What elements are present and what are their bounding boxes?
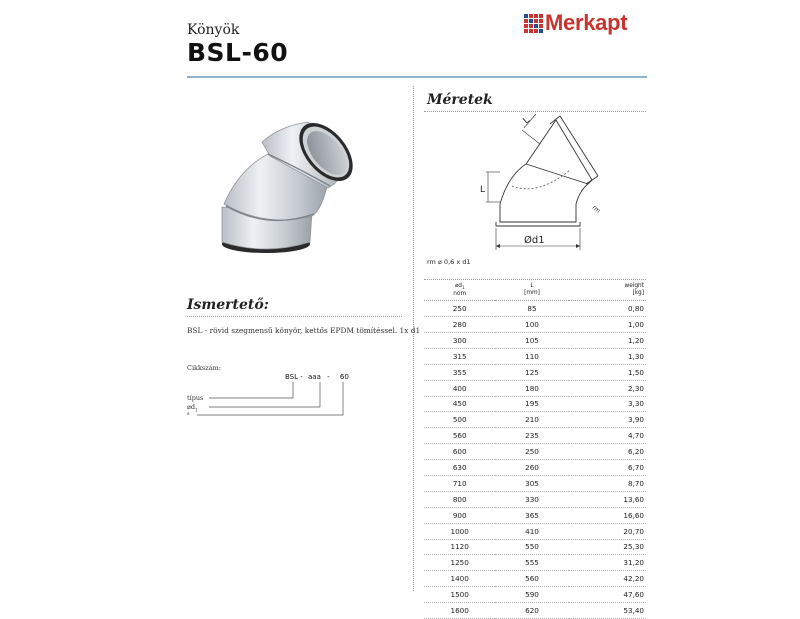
table-row xyxy=(424,332,646,348)
cell-diameter: 630 xyxy=(424,460,495,476)
cell-length: 550 xyxy=(495,539,568,555)
cell-diameter: 250 xyxy=(424,301,495,317)
header-divider xyxy=(187,76,647,78)
cell-weight: 1,20 xyxy=(569,332,646,348)
table-row xyxy=(424,396,646,412)
cell-length: 180 xyxy=(495,380,568,396)
description-divider xyxy=(187,316,402,317)
table-row xyxy=(424,571,646,587)
cell-weight: 6,70 xyxy=(569,460,646,476)
cell-length: 210 xyxy=(495,412,568,428)
table-row xyxy=(424,412,646,428)
description-text: BSL - rövid szegmensű könyör, kettős EPDM tömítéssel. 1x d1 xyxy=(187,326,421,335)
description-heading: Ismertető: xyxy=(187,297,269,313)
cell-weight: 4,70 xyxy=(569,428,646,444)
cell-weight: 25,30 xyxy=(569,539,646,555)
cell-diameter: 1000 xyxy=(424,523,495,539)
code-angle: 60 xyxy=(339,373,349,381)
legend-diameter-text: ⌀d xyxy=(187,403,196,411)
table-top-divider xyxy=(424,279,646,280)
cell-length: 305 xyxy=(495,475,568,491)
cell-length: 250 xyxy=(495,444,568,460)
cell-length: 195 xyxy=(495,396,568,412)
cell-weight: 8,70 xyxy=(569,475,646,491)
cell-diameter: 1400 xyxy=(424,571,495,587)
drawing-label-radius: rm xyxy=(590,204,602,215)
part-number-label: Cikkszám: xyxy=(187,364,221,372)
cell-diameter: 300 xyxy=(424,332,495,348)
cell-weight: 20,70 xyxy=(569,523,646,539)
code-prefix: BSL - xyxy=(285,373,303,381)
cell-weight: 2,30 xyxy=(569,380,646,396)
cell-length: 235 xyxy=(495,428,568,444)
cell-diameter: 400 xyxy=(424,380,495,396)
table-row xyxy=(424,523,646,539)
table-row xyxy=(424,539,646,555)
table-row xyxy=(424,555,646,571)
cell-length: 410 xyxy=(495,523,568,539)
cell-diameter: 280 xyxy=(424,317,495,333)
cell-weight: 1,50 xyxy=(569,364,646,380)
column-header-diameter-line1 xyxy=(424,283,495,291)
cell-weight: 16,60 xyxy=(569,507,646,523)
column-header-weight-text: weight xyxy=(624,283,644,289)
cell-weight: 13,60 xyxy=(569,491,646,507)
cell-weight: 53,40 xyxy=(569,603,646,619)
table-row xyxy=(424,507,646,523)
cell-length: 620 xyxy=(495,603,568,619)
legend-s: s xyxy=(187,411,190,417)
cell-length: 85 xyxy=(495,301,568,317)
drawing-label-length-top: L xyxy=(521,115,532,127)
cell-diameter: 450 xyxy=(424,396,495,412)
cell-length: 365 xyxy=(495,507,568,523)
column-header-length xyxy=(495,282,568,301)
legend-type: típus xyxy=(187,394,204,402)
product-category: Könyök xyxy=(187,22,240,38)
cell-length: 590 xyxy=(495,587,568,603)
cell-length: 100 xyxy=(495,317,568,333)
cell-weight: 3,30 xyxy=(569,396,646,412)
cell-weight: 0,80 xyxy=(569,301,646,317)
column-header-weight xyxy=(569,282,646,301)
table-row xyxy=(424,460,646,476)
table-row xyxy=(424,444,646,460)
cell-diameter: 500 xyxy=(424,412,495,428)
logo-grid-icon xyxy=(524,14,543,33)
table-header-row xyxy=(424,282,646,301)
column-header-diameter-text: ⌀d xyxy=(454,283,462,289)
code-separator: - xyxy=(327,373,330,381)
cell-diameter: 1500 xyxy=(424,587,495,603)
legend-diameter-sub: 1 xyxy=(195,408,198,414)
column-divider xyxy=(413,86,414,591)
column-header-length-text: L xyxy=(530,283,534,289)
cell-diameter: 1250 xyxy=(424,555,495,571)
column-header-diameter-sub: 1 xyxy=(461,285,465,291)
technical-drawing xyxy=(460,112,610,262)
table-row xyxy=(424,428,646,444)
dimensions-table xyxy=(424,282,646,619)
table-body xyxy=(424,301,646,619)
cell-length: 260 xyxy=(495,460,568,476)
table-row xyxy=(424,587,646,603)
radius-note: rm ⌀ 0,6 x d1 xyxy=(427,258,471,266)
drawing-label-length: L xyxy=(480,185,486,195)
table-row xyxy=(424,475,646,491)
page-title: BSL-60 xyxy=(187,38,289,67)
cell-diameter: 355 xyxy=(424,364,495,380)
drawing-label-diameter: Ød1 xyxy=(524,235,545,246)
column-header-weight-unit: [kg] xyxy=(632,290,644,296)
dimensions-heading: Méretek xyxy=(427,92,493,108)
cell-diameter: 900 xyxy=(424,507,495,523)
cell-weight: 31,20 xyxy=(569,555,646,571)
cell-weight: 42,20 xyxy=(569,571,646,587)
part-number-leader-lines xyxy=(187,378,357,418)
cell-diameter: 560 xyxy=(424,428,495,444)
cell-diameter: 600 xyxy=(424,444,495,460)
cell-weight: 3,90 xyxy=(569,412,646,428)
cell-length: 125 xyxy=(495,364,568,380)
logo-text: Merkapt xyxy=(545,10,628,35)
table-row xyxy=(424,491,646,507)
cell-diameter: 1600 xyxy=(424,603,495,619)
column-header-diameter xyxy=(424,282,495,301)
cell-length: 330 xyxy=(495,491,568,507)
cell-diameter: 710 xyxy=(424,475,495,491)
column-header-length-unit: [mm] xyxy=(524,290,540,296)
cell-weight: 1,00 xyxy=(569,317,646,333)
table-row xyxy=(424,317,646,333)
product-image xyxy=(210,112,360,262)
table-row xyxy=(424,348,646,364)
cell-weight: 1,30 xyxy=(569,348,646,364)
cell-diameter: 800 xyxy=(424,491,495,507)
table-row xyxy=(424,603,646,619)
cell-weight: 47,60 xyxy=(569,587,646,603)
cell-length: 105 xyxy=(495,332,568,348)
table-row xyxy=(424,380,646,396)
cell-length: 560 xyxy=(495,571,568,587)
code-type: aaa xyxy=(308,373,321,381)
cell-weight: 6,20 xyxy=(569,444,646,460)
cell-diameter: 315 xyxy=(424,348,495,364)
table-row xyxy=(424,364,646,380)
cell-diameter: 1120 xyxy=(424,539,495,555)
brand-logo xyxy=(524,10,627,36)
cell-length: 555 xyxy=(495,555,568,571)
cell-length: 110 xyxy=(495,348,568,364)
column-header-diameter-unit: nom xyxy=(453,291,467,298)
table-row xyxy=(424,301,646,317)
